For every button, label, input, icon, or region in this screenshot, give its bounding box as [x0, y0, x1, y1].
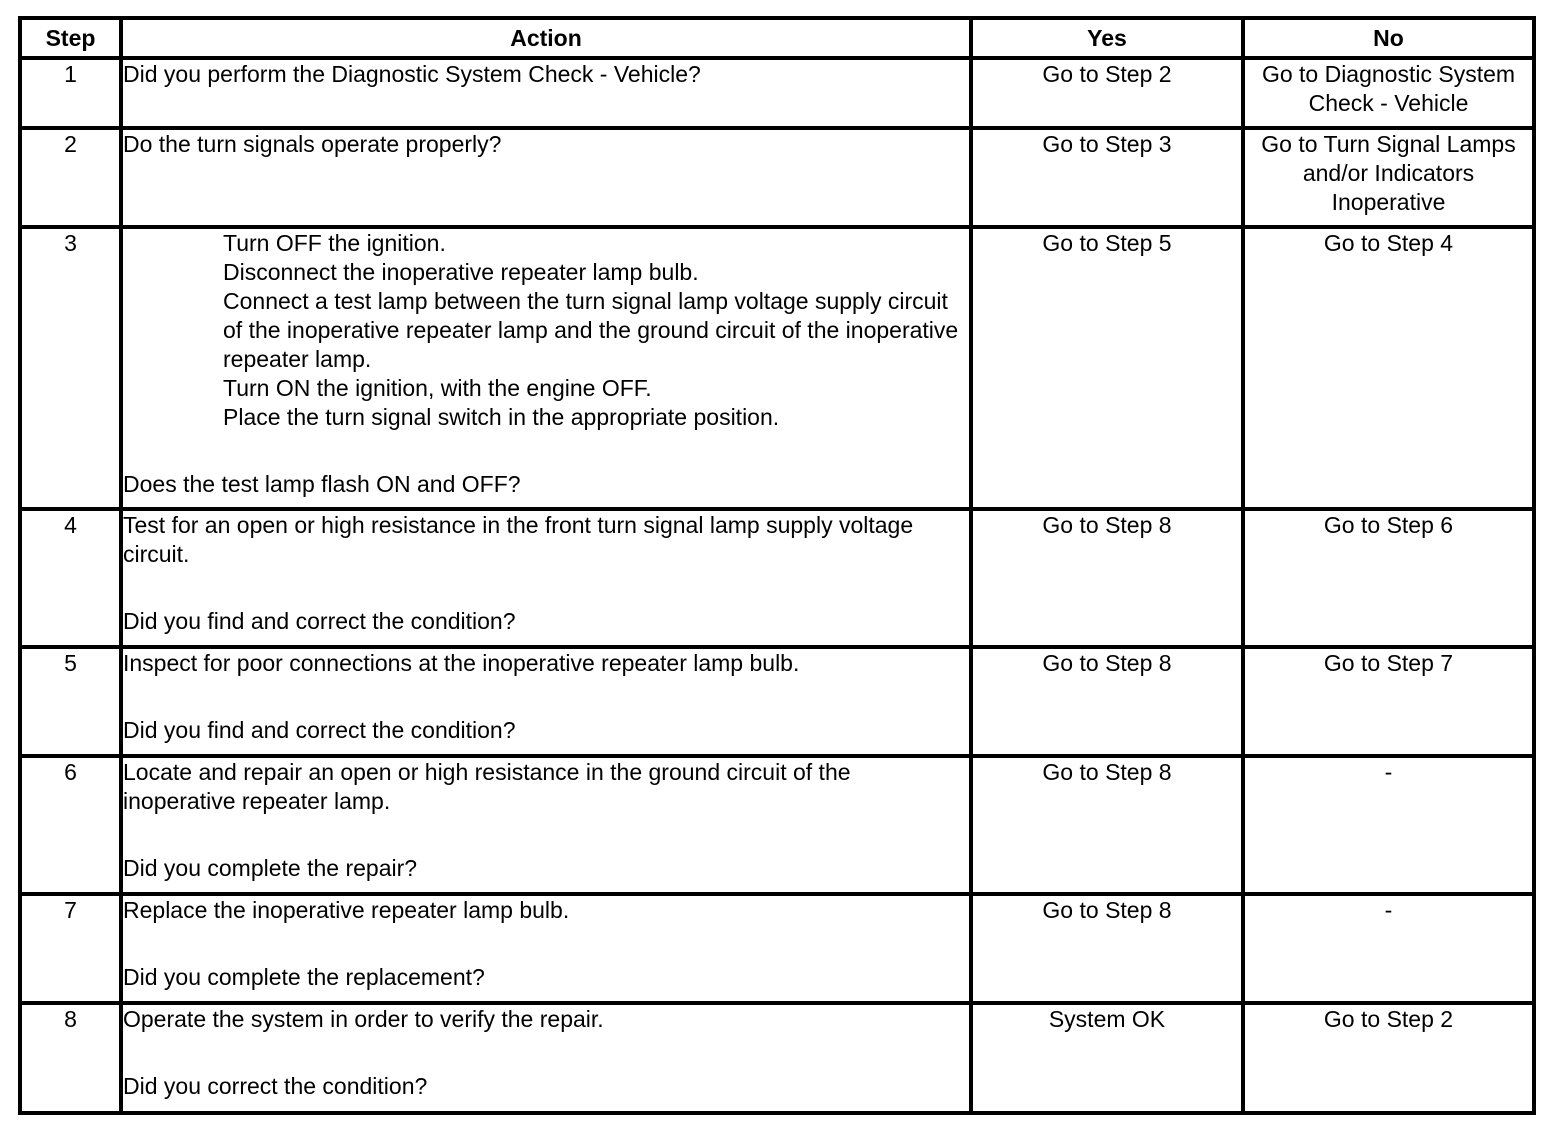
yes-cell: System OK [971, 1003, 1243, 1113]
action-question: Did you complete the replacement? [123, 964, 485, 990]
yes-cell: Go to Step 8 [971, 509, 1243, 647]
step-number: 5 [20, 647, 121, 756]
action-text: Do the turn signals operate properly? [123, 131, 502, 157]
no-cell: Go to Step 2 [1243, 1003, 1534, 1113]
no-text: Go to Turn Signal Lamps and/or Indicators Inoperative [1261, 131, 1516, 215]
diagnostic-table [18, 16, 1536, 1115]
action-cell [121, 227, 971, 509]
no-text: Go to Diagnostic System Check - Vehicle [1261, 61, 1516, 116]
yes-cell: Go to Step 8 [971, 647, 1243, 756]
no-cell: - [1243, 894, 1534, 1003]
action-cell [121, 58, 971, 128]
header-yes: Yes [971, 18, 1243, 58]
yes-cell: Go to Step 5 [971, 227, 1243, 509]
action-step: Disconnect the inoperative repeater lamp bulb. [223, 259, 699, 285]
step-number: 2 [20, 128, 121, 227]
table-row [20, 227, 1534, 509]
action-step: Turn ON the ignition, with the engine OFF. [223, 375, 652, 401]
step-number: 8 [20, 1003, 121, 1113]
yes-cell: Go to Step 8 [971, 894, 1243, 1003]
table-row [20, 58, 1534, 128]
action-step: Place the turn signal switch in the appropriate position. [223, 404, 780, 430]
action-text: Locate and repair an open or high resistance in the ground circuit of the inoperative repeater lamp. [123, 759, 851, 814]
table-row [20, 894, 1534, 1003]
step-number: 7 [20, 894, 121, 1003]
action-cell [121, 1003, 971, 1113]
header-no: No [1243, 18, 1534, 58]
action-cell [121, 894, 971, 1003]
action-text: Inspect for poor connections at the inoperative repeater lamp bulb. [123, 650, 800, 676]
no-cell: Go to Step 6 [1243, 509, 1534, 647]
step-number: 6 [20, 756, 121, 894]
action-step: Turn OFF the ignition. [223, 230, 446, 256]
action-question: Does the test lamp flash ON and OFF? [123, 471, 521, 497]
action-question: Did you correct the condition? [123, 1073, 428, 1099]
table-row [20, 128, 1534, 227]
action-cell [121, 756, 971, 894]
action-question: Did you complete the repair? [123, 855, 418, 881]
yes-cell: Go to Step 3 [971, 128, 1243, 227]
table-row [20, 647, 1534, 756]
yes-cell: Go to Step 2 [971, 58, 1243, 128]
action-text: Operate the system in order to verify the repair. [123, 1006, 604, 1032]
action-question: Did you find and correct the condition? [123, 717, 516, 743]
action-text: Test for an open or high resistance in the front turn signal lamp supply voltage circuit. [123, 512, 914, 567]
action-steps-list [123, 229, 969, 432]
table-row [20, 1003, 1534, 1113]
step-number: 3 [20, 227, 121, 509]
no-cell: Go to Step 7 [1243, 647, 1534, 756]
table-row [20, 756, 1534, 894]
action-cell [121, 128, 971, 227]
no-cell [1243, 58, 1534, 128]
header-row [20, 18, 1534, 58]
yes-cell: Go to Step 8 [971, 756, 1243, 894]
header-action: Action [121, 18, 971, 58]
no-cell: - [1243, 756, 1534, 894]
step-number: 1 [20, 58, 121, 128]
header-step: Step [20, 18, 121, 58]
no-cell: Go to Step 4 [1243, 227, 1534, 509]
step-number: 4 [20, 509, 121, 647]
action-cell [121, 647, 971, 756]
action-step: Connect a test lamp between the turn signal lamp voltage supply circuit of the inoperative repeater lamp and the ground circuit of the inoperative repeater lamp. [223, 288, 959, 372]
action-question: Did you find and correct the condition? [123, 608, 516, 634]
no-cell [1243, 128, 1534, 227]
action-text: Replace the inoperative repeater lamp bulb. [123, 897, 570, 923]
action-text: Did you perform the Diagnostic System Check - Vehicle? [123, 61, 701, 87]
action-cell [121, 509, 971, 647]
table-row [20, 509, 1534, 647]
